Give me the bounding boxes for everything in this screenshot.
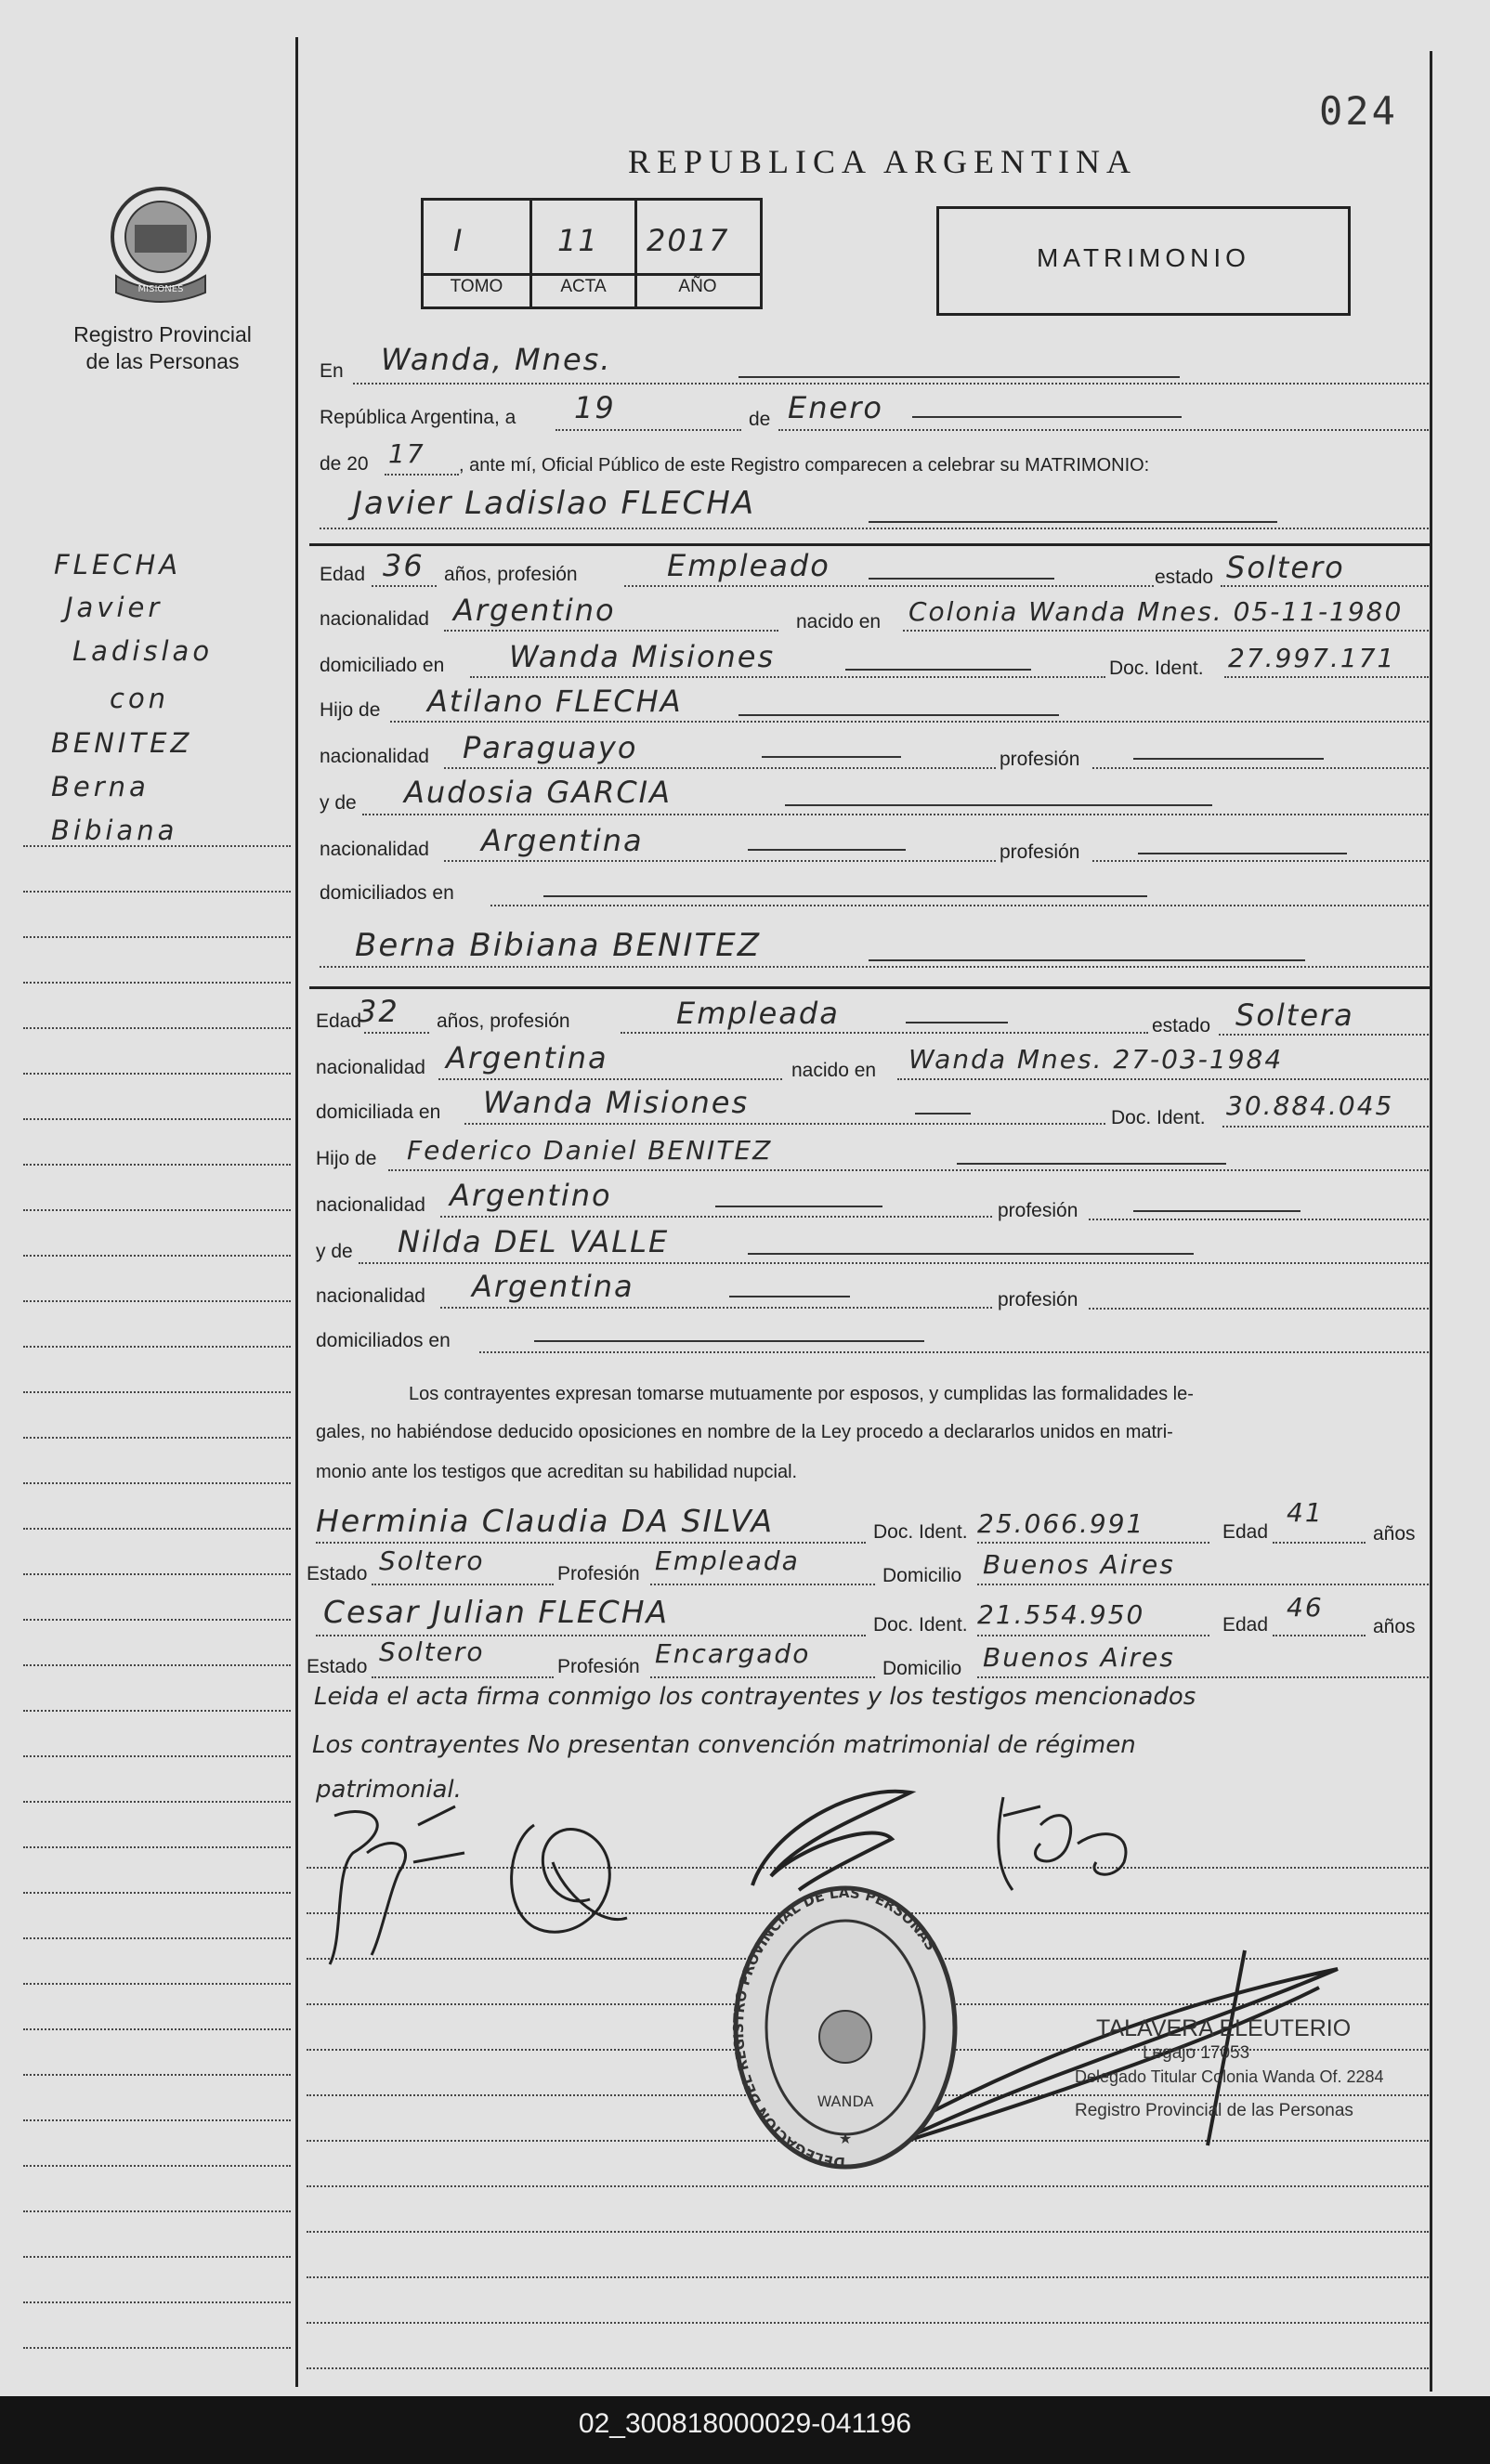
witness2-profesion-line bbox=[650, 1676, 875, 1678]
body-rule bbox=[307, 2322, 1429, 2324]
margin-rule bbox=[23, 936, 291, 938]
body-rule bbox=[307, 2231, 1429, 2233]
bride-father-prof-strike bbox=[1133, 1210, 1300, 1212]
round-stamp-text: DELEGACION DEL REGISTRO PROVINCIAL DE LAS PERSONAS bbox=[730, 1884, 940, 2171]
bride-edad: 32 bbox=[358, 994, 399, 1029]
bride-profesion-label: años, profesión bbox=[437, 1010, 570, 1032]
body-rule bbox=[307, 2185, 1429, 2187]
margin-rule bbox=[23, 1164, 291, 1166]
witness1-estado-line bbox=[372, 1584, 554, 1585]
groom-mother-prof-strike bbox=[1138, 853, 1347, 854]
groom-profesion-label: años, profesión bbox=[444, 564, 578, 585]
groom-doc-label: Doc. Ident. bbox=[1109, 658, 1204, 679]
year-line bbox=[385, 474, 459, 476]
groom-mother-nat-strike bbox=[748, 849, 906, 851]
margin-rule bbox=[23, 1755, 291, 1757]
bride-parents-dom-strike bbox=[534, 1340, 924, 1342]
witness1-doc-line bbox=[977, 1542, 1209, 1544]
bride-name-strike bbox=[869, 959, 1305, 961]
groom-edad: 36 bbox=[383, 548, 425, 583]
margin-rule bbox=[23, 1300, 291, 1302]
closing-note-line3: patrimonial. bbox=[316, 1776, 462, 1804]
tomo-value: I bbox=[453, 223, 464, 258]
bride-mother-nat-line bbox=[440, 1307, 992, 1309]
place-line bbox=[353, 383, 1429, 385]
groom-estado: Soltero bbox=[1226, 550, 1345, 585]
groom-mother-nat-line bbox=[444, 860, 996, 862]
witness1-edad-label: Edad bbox=[1222, 1521, 1269, 1543]
witness2-doc-line bbox=[977, 1635, 1209, 1636]
declaration-line2: gales, no habiéndose deducido oposiciones en nombre de la Ley procedo a declararlos unidos en matri- bbox=[316, 1422, 1173, 1442]
bride-father-nat: Argentino bbox=[450, 1178, 612, 1213]
witness2-anos-label: años bbox=[1373, 1616, 1416, 1637]
bride-father-nat-line bbox=[440, 1216, 992, 1218]
groom-estado-label: estado bbox=[1155, 567, 1214, 588]
witness1-name-line bbox=[316, 1542, 866, 1544]
right-border bbox=[1430, 51, 1432, 2392]
bride-domicilio-label: domiciliada en bbox=[316, 1102, 441, 1123]
bride-father-nat-strike bbox=[715, 1206, 882, 1207]
margin-rule bbox=[23, 1619, 291, 1621]
bride-doc: 30.884.045 bbox=[1226, 1090, 1394, 1121]
bride-mother-label: y de bbox=[316, 1241, 353, 1262]
official-stamp-legajo: Legajo 17053 bbox=[1143, 2043, 1250, 2063]
official-stamp-name: TALAVERA ELEUTERIO bbox=[1096, 2015, 1352, 2041]
witness1-profesion-label: Profesión bbox=[557, 1563, 640, 1584]
de-label: de bbox=[749, 409, 771, 430]
witness2-estado-line bbox=[372, 1676, 554, 1678]
witness1-domicilio: Buenos Aires bbox=[983, 1549, 1175, 1580]
page-title: REPUBLICA ARGENTINA bbox=[627, 143, 1138, 180]
margin-rule bbox=[23, 2165, 291, 2167]
witness2-estado-label: Estado bbox=[307, 1656, 368, 1677]
bride-mother-nat-strike bbox=[729, 1296, 850, 1297]
bride-edad-line bbox=[364, 1032, 429, 1034]
margin-rule bbox=[23, 982, 291, 984]
witness1-domicilio-line bbox=[977, 1584, 1429, 1585]
bride-profesion: Empleada bbox=[676, 996, 840, 1031]
registry-name-line1: Registro Provincial bbox=[73, 322, 252, 346]
bride-nacionalidad: Argentina bbox=[446, 1040, 608, 1076]
anio-value: 2017 bbox=[647, 223, 730, 258]
witness2-edad: 46 bbox=[1287, 1592, 1324, 1623]
margin-rule bbox=[23, 1437, 291, 1439]
groom-mother-nat: Argentina bbox=[481, 823, 644, 858]
intro-place: Wanda, Mnes. bbox=[381, 342, 612, 377]
bride-estado-line bbox=[1219, 1034, 1429, 1036]
day-line bbox=[555, 429, 741, 431]
tomo-label: TOMO bbox=[450, 277, 503, 296]
margin-rule bbox=[23, 1482, 291, 1484]
witness1-doc-label: Doc. Ident. bbox=[873, 1521, 968, 1543]
witness1-name: Herminia Claudia DA SILVA bbox=[316, 1503, 775, 1539]
groom-father-line bbox=[390, 721, 1429, 723]
bride-parents-dom-line bbox=[479, 1351, 1429, 1353]
groom-mother-line bbox=[362, 814, 1429, 815]
margin-rule bbox=[23, 2074, 291, 2076]
bride-edad-label: Edad bbox=[316, 1010, 362, 1032]
groom-name-line bbox=[320, 528, 1429, 529]
groom-doc: 27.997.171 bbox=[1228, 643, 1396, 673]
margin-rule bbox=[23, 1391, 291, 1393]
official-stamp-role: Delegado Titular Colonia Wanda Of. 2284 bbox=[1075, 2067, 1384, 2086]
groom-father: Atilano FLECHA bbox=[427, 684, 683, 719]
witness2-edad-line bbox=[1273, 1635, 1366, 1636]
bride-mother-line bbox=[359, 1262, 1429, 1264]
margin-rule bbox=[23, 891, 291, 893]
margin-rule bbox=[23, 2119, 291, 2121]
republica-label: República Argentina, a bbox=[320, 407, 516, 428]
bride-mother-prof-label: profesión bbox=[998, 1289, 1078, 1310]
margin-note-1: Javier bbox=[65, 592, 163, 623]
groom-mother-prof-line bbox=[1092, 860, 1429, 862]
registry-round-stamp bbox=[729, 1874, 961, 2181]
bride-nacido-line bbox=[897, 1078, 1429, 1080]
margin-rule bbox=[23, 1573, 291, 1575]
margin-rule bbox=[23, 1027, 291, 1029]
groom-nacionalidad-line bbox=[444, 630, 778, 632]
folio-number: 024 bbox=[1319, 88, 1398, 134]
groom-parents-dom-strike bbox=[543, 895, 1147, 897]
bride-nacido: Wanda Mnes. 27-03-1984 bbox=[908, 1044, 1284, 1075]
groom-domicilio-label: domiciliado en bbox=[320, 655, 445, 676]
bride-father-prof-label: profesión bbox=[998, 1200, 1078, 1221]
groom-mother-nat-label: nacionalidad bbox=[320, 839, 429, 860]
margin-rule bbox=[23, 1801, 291, 1803]
en-label: En bbox=[320, 360, 344, 382]
declaration-line3: monio ante los testigos que acreditan su habilidad nupcial. bbox=[316, 1462, 798, 1482]
intro-month: Enero bbox=[788, 390, 883, 425]
margin-rule bbox=[23, 2028, 291, 2030]
witness2-domicilio: Buenos Aires bbox=[983, 1642, 1175, 1673]
record-type: MATRIMONIO bbox=[1037, 243, 1250, 272]
witness2-doc: 21.554.950 bbox=[977, 1599, 1145, 1630]
witness1-estado-label: Estado bbox=[307, 1563, 368, 1584]
margin-note-3: con bbox=[110, 683, 170, 714]
declaration-line1: Los contrayentes expresan tomarse mutuamente por esposos, y cumplidas las formalidades le- bbox=[409, 1384, 1194, 1404]
bride-estado: Soltera bbox=[1235, 997, 1354, 1033]
bride-father: Federico Daniel BENITEZ bbox=[407, 1135, 773, 1166]
margin-rule bbox=[23, 1937, 291, 1939]
margin-rule bbox=[23, 2210, 291, 2212]
groom-mother: Audosia GARCIA bbox=[404, 775, 672, 810]
groom-parents-dom-label: domiciliados en bbox=[320, 882, 454, 904]
witness1-domicilio-label: Domicilio bbox=[882, 1565, 962, 1586]
groom-profesion: Empleado bbox=[667, 548, 830, 583]
official-stamp-office: Registro Provincial de las Personas bbox=[1075, 2101, 1353, 2120]
groom-signature bbox=[316, 1797, 483, 1974]
margin-column-divider bbox=[295, 37, 298, 2387]
groom-mother-strike bbox=[785, 804, 1212, 806]
groom-father-nat-line bbox=[444, 767, 996, 769]
witness2-domicilio-label: Domicilio bbox=[882, 1658, 962, 1679]
bride-mother: Nilda DEL VALLE bbox=[398, 1224, 670, 1259]
year-suffix: 17 bbox=[388, 438, 425, 469]
groom-edad-label: Edad bbox=[320, 564, 366, 585]
groom-nacido: Colonia Wanda Mnes. 05-11-1980 bbox=[908, 596, 1404, 627]
witness1-doc: 25.066.991 bbox=[977, 1508, 1145, 1539]
margin-rule bbox=[23, 1528, 291, 1530]
bride-father-line bbox=[388, 1169, 1429, 1171]
month-line bbox=[778, 429, 1429, 431]
bride-nacido-label: nacido en bbox=[791, 1060, 877, 1081]
bride-father-prof-line bbox=[1089, 1219, 1429, 1220]
bride-name-line bbox=[320, 966, 1429, 968]
bride-signature bbox=[497, 1806, 636, 1946]
margin-rule bbox=[23, 1983, 291, 1985]
bride-mother-nat-label: nacionalidad bbox=[316, 1285, 425, 1307]
groom-domicilio-line bbox=[470, 676, 1105, 678]
province-seal-icon bbox=[105, 183, 216, 306]
witness1-anos-label: años bbox=[1373, 1523, 1416, 1545]
record-id-label-rule bbox=[421, 273, 760, 276]
margin-rule bbox=[23, 1710, 291, 1712]
groom-father-label: Hijo de bbox=[320, 699, 381, 721]
bride-domicilio-strike bbox=[915, 1113, 971, 1115]
witness2-name: Cesar Julian FLECHA bbox=[323, 1594, 670, 1630]
bride-full-name: Berna Bibiana BENITEZ bbox=[355, 927, 762, 964]
bride-profesion-line bbox=[621, 1032, 1148, 1034]
bride-mother-strike bbox=[748, 1253, 1194, 1255]
closing-note-line2: Los contrayentes No presentan convención matrimonial de régimen bbox=[312, 1731, 1136, 1759]
bride-parents-dom-label: domiciliados en bbox=[316, 1330, 451, 1351]
groom-nacionalidad-label: nacionalidad bbox=[320, 608, 429, 630]
margin-rule bbox=[23, 1255, 291, 1257]
groom-name-strike bbox=[869, 521, 1277, 523]
body-rule bbox=[307, 2367, 1429, 2369]
bride-father-nat-label: nacionalidad bbox=[316, 1194, 425, 1216]
registry-name bbox=[37, 321, 288, 375]
margin-rule bbox=[23, 1846, 291, 1848]
groom-nacionalidad: Argentino bbox=[453, 593, 616, 628]
month-strike bbox=[912, 416, 1182, 418]
witness1-profesion: Empleada bbox=[655, 1545, 800, 1576]
witness1-edad-line bbox=[1273, 1542, 1366, 1544]
bride-father-label: Hijo de bbox=[316, 1148, 377, 1169]
acta-label: ACTA bbox=[560, 277, 607, 296]
svg-text:★: ★ bbox=[838, 2130, 853, 2147]
bride-estado-label: estado bbox=[1152, 1015, 1211, 1036]
witness2-domicilio-line bbox=[977, 1676, 1429, 1678]
margin-rule bbox=[23, 1209, 291, 1211]
margin-note-5: Berna bbox=[51, 771, 150, 802]
groom-father-prof-line bbox=[1092, 767, 1429, 769]
margin-rule bbox=[23, 2301, 291, 2303]
margin-rule bbox=[23, 845, 291, 847]
groom-mother-prof-label: profesión bbox=[1000, 841, 1080, 863]
witness2-estado: Soltero bbox=[379, 1636, 485, 1667]
groom-profesion-line bbox=[624, 585, 1154, 587]
margin-rule bbox=[23, 1892, 291, 1894]
anio-label: AÑO bbox=[678, 277, 717, 296]
margin-note-6: Bibiana bbox=[51, 815, 178, 846]
bride-doc-label: Doc. Ident. bbox=[1111, 1107, 1206, 1128]
witness1-edad: 41 bbox=[1287, 1497, 1324, 1528]
groom-father-nat: Paraguayo bbox=[463, 730, 638, 765]
witness2-signature bbox=[985, 1788, 1143, 1909]
bride-profesion-strike bbox=[906, 1022, 1008, 1023]
groom-edad-line bbox=[372, 585, 437, 587]
groom-father-prof-strike bbox=[1133, 758, 1324, 760]
witness1-profesion-line bbox=[650, 1584, 875, 1585]
groom-domicilio: Wanda Misiones bbox=[509, 639, 776, 674]
groom-estado-line bbox=[1221, 585, 1429, 587]
body-rule bbox=[307, 2276, 1429, 2278]
witness2-edad-label: Edad bbox=[1222, 1614, 1269, 1636]
groom-parents-dom-line bbox=[490, 905, 1429, 906]
groom-father-strike bbox=[738, 714, 1059, 716]
groom-father-nat-strike bbox=[762, 756, 901, 758]
groom-nacido-label: nacido en bbox=[796, 611, 882, 632]
margin-rule bbox=[23, 1346, 291, 1348]
margin-note-0: FLECHA bbox=[54, 549, 182, 580]
witness2-profesion-label: Profesión bbox=[557, 1656, 640, 1677]
bride-doc-line bbox=[1222, 1126, 1429, 1128]
acta-value: 11 bbox=[557, 223, 599, 258]
witness2-profesion: Encargado bbox=[655, 1638, 811, 1669]
margin-note-4: BENITEZ bbox=[51, 727, 193, 759]
bride-domicilio-line bbox=[464, 1123, 1105, 1125]
bride-nacionalidad-label: nacionalidad bbox=[316, 1057, 425, 1078]
margin-rule bbox=[23, 1664, 291, 1666]
margin-rule bbox=[23, 2347, 291, 2349]
margin-rule bbox=[23, 2256, 291, 2258]
round-stamp-inner: WANDA bbox=[817, 2092, 874, 2110]
groom-domicilio-strike bbox=[845, 669, 1031, 671]
intro-statement: , ante mí, Oficial Público de este Registro comparecen a celebrar su MATRIMONIO: bbox=[459, 455, 1150, 476]
groom-full-name: Javier Ladislao FLECHA bbox=[353, 485, 756, 522]
margin-rule bbox=[23, 1118, 291, 1120]
witness2-doc-label: Doc. Ident. bbox=[873, 1614, 968, 1636]
file-code: 02_300818000029-041196 bbox=[578, 2408, 912, 2439]
groom-profesion-strike bbox=[869, 578, 1054, 580]
groom-father-prof-label: profesión bbox=[1000, 749, 1080, 770]
groom-nacido-line bbox=[903, 630, 1429, 632]
bride-father-strike bbox=[957, 1163, 1226, 1165]
bride-domicilio: Wanda Misiones bbox=[483, 1085, 750, 1120]
bride-mother-nat: Argentina bbox=[472, 1269, 634, 1304]
year-prefix: de 20 bbox=[320, 453, 369, 475]
bride-nacionalidad-line bbox=[438, 1078, 782, 1080]
groom-doc-line bbox=[1224, 676, 1429, 678]
svg-text:MISIONES: MISIONES bbox=[137, 284, 184, 294]
closing-note-line1: Leida el acta firma conmigo los contrayentes y los testigos mencionados bbox=[314, 1683, 1196, 1711]
margin-note-2: Ladislao bbox=[72, 635, 214, 667]
groom-father-nat-label: nacionalidad bbox=[320, 746, 429, 767]
groom-mother-label: y de bbox=[320, 792, 357, 814]
registry-name-line2: de las Personas bbox=[85, 349, 240, 373]
place-strike bbox=[738, 376, 1180, 378]
bride-mother-prof-line bbox=[1089, 1308, 1429, 1310]
margin-rule bbox=[23, 1073, 291, 1075]
groom-section-rule bbox=[309, 543, 1431, 546]
intro-day: 19 bbox=[574, 390, 616, 425]
bride-section-rule bbox=[309, 986, 1431, 989]
witness1-estado: Soltero bbox=[379, 1545, 485, 1576]
